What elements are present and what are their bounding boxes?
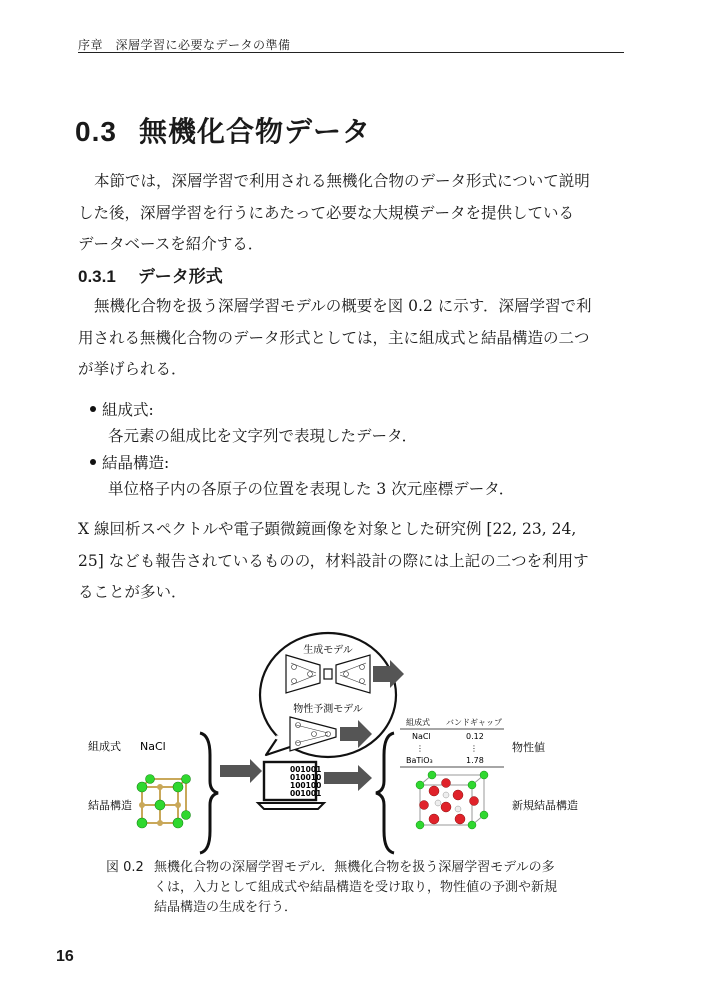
subsection-title: データ形式: [137, 267, 223, 287]
text-line: した後，深層学習を行うにあたって必要な大規模データを提供している: [78, 203, 575, 222]
section-number: 0.3: [75, 116, 117, 147]
property-table: [400, 717, 504, 767]
text-line: 無機化合物を扱う深層学習モデルの概要を図 0.2 に示す．深層学習で利: [94, 297, 592, 315]
bullet-icon: [90, 459, 96, 465]
output-property-label: 物性値: [512, 741, 545, 754]
section-heading: [75, 110, 371, 150]
output-arrow: [324, 765, 372, 791]
binary-line: 001001: [290, 789, 322, 798]
text-line: データベースを紹介する．: [78, 235, 264, 253]
table-cell: 1.78: [466, 756, 484, 765]
property-model-label: 物性予測モデル: [293, 704, 363, 715]
bullet-description: 各元素の組成比を文字列で表現したデータ．: [108, 427, 418, 445]
table-header-formula: 組成式: [406, 718, 430, 727]
text-line: 用される無機化合物のデータ形式としては，主に組成式と結晶構造の二つ: [78, 328, 590, 347]
left-brace: [200, 733, 218, 853]
text-line: が挙げられる．: [78, 360, 187, 378]
caption-line: [106, 858, 576, 878]
binary-line: 100100: [290, 781, 322, 790]
figure-deep-learning-models: [78, 625, 624, 860]
text-line: ることが多い．: [78, 583, 187, 601]
binary-line: 001001: [290, 765, 322, 774]
bullet-item: [90, 451, 169, 473]
table-cell: NaCl: [412, 732, 431, 741]
bullet-icon: [90, 406, 96, 412]
bullet-item: [90, 398, 154, 420]
input-formula-value: NaCl: [140, 740, 166, 753]
right-brace: [376, 733, 394, 853]
page-number: 16: [56, 948, 74, 965]
bullet-label: 結晶構造:: [102, 454, 170, 472]
caption-text: 無機化合物の深層学習モデル．無機化合物を扱う深層学習モデルの多: [154, 860, 555, 875]
subsection-heading: [78, 262, 223, 287]
table-cell: ⋮: [470, 744, 478, 753]
input-structure-label: 結晶構造: [88, 799, 132, 812]
output-structure-label: 新規結晶構造: [512, 799, 578, 812]
bullet-description: 単位格子内の各原子の位置を表現した 3 次元座標データ．: [108, 480, 515, 498]
table-header-bandgap: バンドギャップ: [446, 718, 502, 727]
body-paragraph-2: [78, 514, 598, 609]
caption-line: 結晶構造の生成を行う．: [154, 900, 298, 915]
binary-line: 010010: [290, 773, 322, 782]
section-title: 無機化合物データ: [138, 115, 371, 148]
table-cell: 0.12: [466, 732, 484, 741]
table-cell: ⋮: [416, 744, 424, 753]
body-paragraph-1: [78, 291, 598, 386]
figure-caption: [106, 858, 576, 918]
caption-line: くは，入力として組成式や結晶構造を受け取り，物性値の予測や新規: [154, 880, 558, 895]
generative-model-label: 生成モデル: [303, 645, 353, 656]
subsection-number: 0.3.1: [78, 267, 116, 286]
new-crystal-image: [416, 771, 488, 829]
input-arrow: [220, 759, 262, 783]
header-rule: [78, 52, 624, 53]
table-cell: BaTiO₃: [406, 756, 433, 765]
running-head: 序章 深層学習に必要なデータの準備: [78, 38, 291, 52]
bullet-label: 組成式:: [102, 401, 154, 419]
input-formula-label: 組成式: [88, 740, 121, 753]
text-line: 本節では，深層学習で利用される無機化合物のデータ形式について説明: [94, 172, 590, 190]
text-line: 25] なども報告されているものの，材料設計の際には上記の二つを利用す: [78, 551, 589, 570]
intro-paragraph: [78, 166, 598, 261]
text-line: X 線回析スペクトルや電子顕微鏡画像を対象とした研究例 [22, 23, 24,: [78, 520, 577, 538]
nacl-crystal-image: [137, 775, 191, 829]
figure-number: 図 0.2: [106, 860, 144, 875]
